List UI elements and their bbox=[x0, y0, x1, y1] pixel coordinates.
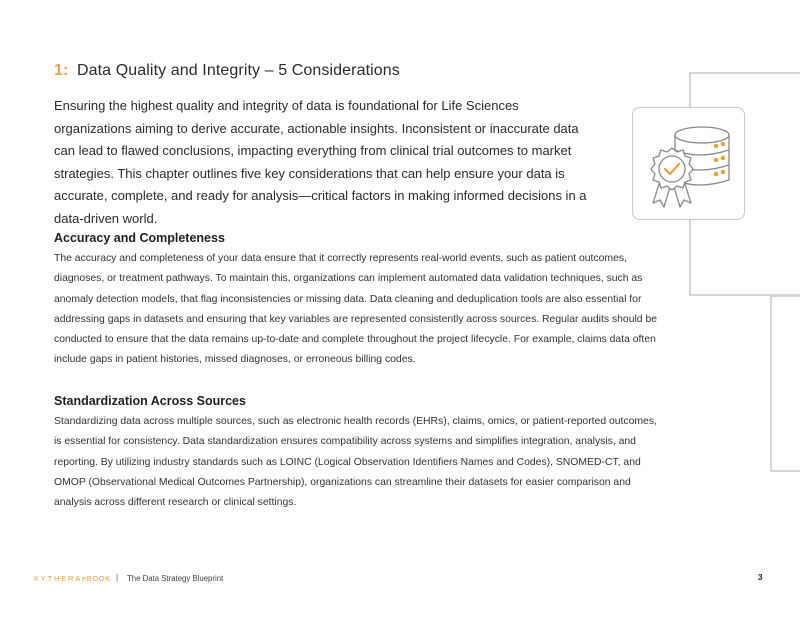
icon-card bbox=[632, 107, 745, 220]
database-quality-badge-icon bbox=[633, 108, 744, 219]
intro-paragraph: Ensuring the highest quality and integrity of data is foundational for Life Sciences organizations aiming to derive accurate, actionable insights. Inconsistent or inaccurate data can lead to flawed conclusions, impacting everything from clinical trial outcomes to market strategies. This chapter outlines five key considerations that can help ensure your data is accurate, complete, and ready for analysis—critical factors in making informed decisions in a data-driven world. bbox=[54, 98, 587, 226]
section-body-accuracy: The accuracy and completeness of your data ensure that it correctly represents real-world events, such as patient outcomes, diagnoses, or treatment pathways. To maintain this, organizations can implement automated data validation techniques, such as anomaly detection models, that flag inconsistencies or missing data. Data cleaning and deduplication tools are also essential for addressing gaps in datasets and ensuring that key variables are represented consistently across sources. Regular audits should be conducted to ensure that the data remains up-to-date and complete throughout the project lifecycle. For example, claims data often include gaps in patient histories, missed diagnoses, or erroneous billing codes. bbox=[54, 253, 658, 366]
footer-document-title: The Data Strategy Blueprint bbox=[127, 574, 224, 583]
footer-logo: KYTHERA bbox=[34, 574, 83, 583]
chapter-title-text: Data Quality and Integrity – 5 Considerations bbox=[76, 62, 400, 79]
section-body-standardization: Standardizing data across multiple sources, such as electronic health records (EHRs), claims, omics, or patient-reported outcomes, is essential for consistency. Data standardization ensures compatibility across systems and simplifies integration, analysis, and reporting. By utilizing industry standards such as LOINC (Logical Observation Identifiers Names and Codes), SNOMED-CT, and OMOP (Observational Medical Outcomes Partnership), organizations can streamline their datasets for easier comparison and analysis across different research or clinical settings. bbox=[54, 416, 657, 509]
section-heading-standardization: Standardization Across Sources bbox=[54, 394, 246, 408]
chapter-number: 1: bbox=[54, 62, 69, 79]
footer-separator: | bbox=[116, 573, 119, 582]
footer-ebook-label: eBOOK bbox=[82, 574, 111, 583]
page-number: 3 bbox=[758, 573, 763, 582]
chapter-title bbox=[54, 62, 400, 80]
decorative-bracket-bottom bbox=[770, 296, 800, 472]
section-heading-accuracy: Accuracy and Completeness bbox=[54, 231, 225, 245]
